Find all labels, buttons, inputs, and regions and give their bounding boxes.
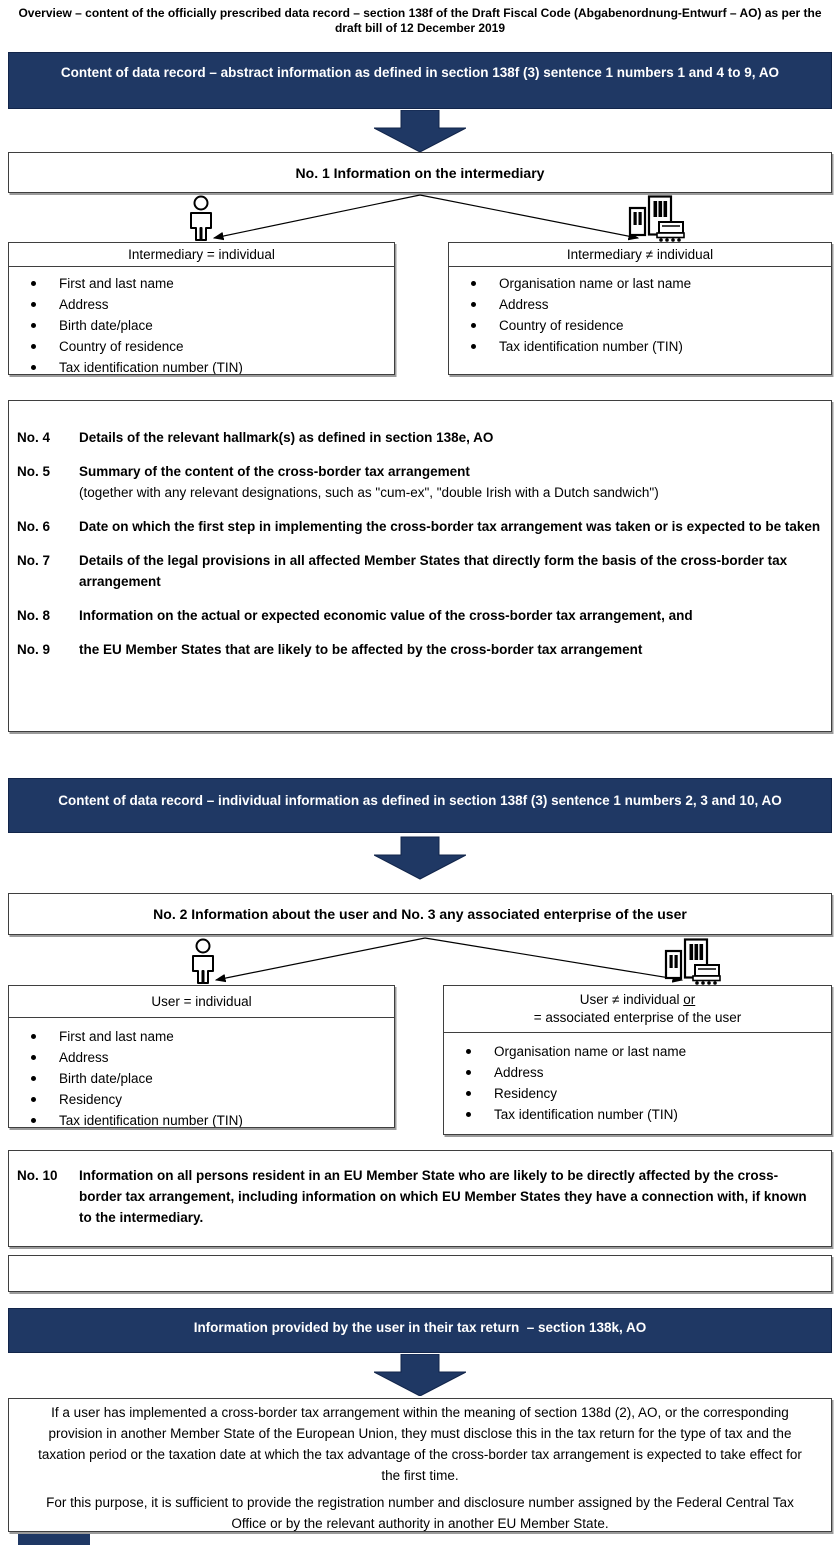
- bullet-dot: [466, 1112, 471, 1117]
- box-header: Intermediary ≠ individual: [449, 243, 831, 267]
- bullet-dot: [31, 344, 36, 349]
- numbered-item: No. 4 Details of the relevant hallmark(s) as defined in section 138e, AO: [17, 430, 494, 445]
- organisation-icon: [628, 195, 685, 242]
- person-icon: [186, 938, 220, 985]
- box-header: User = individual: [9, 986, 394, 1018]
- list-item: First and last name: [9, 1026, 394, 1047]
- box-no2-no3-user: No. 2 Information about the user and No. 3 any associated enterprise of the user: [8, 893, 832, 935]
- numbered-item-note: (together with any relevant designations, such as "cum-ex", "double Irish with a Dutch sandwich"): [79, 485, 659, 500]
- numbered-list: [9, 401, 831, 660]
- bullet-dot: [31, 1034, 36, 1039]
- section-header-tax-return: Information provided by the user in their tax return – section 138k, AO: [8, 1308, 832, 1353]
- bullet-list: [444, 1033, 831, 1125]
- list-item: Country of residence: [449, 315, 831, 336]
- organisation-icon: [664, 938, 721, 985]
- bullet-dot: [31, 1076, 36, 1081]
- bullet-dot: [466, 1070, 471, 1075]
- box-numbered-items: [8, 400, 832, 732]
- list-item: Birth date/place: [9, 315, 394, 336]
- box-header-line1: User ≠ individual or: [579, 992, 696, 1007]
- box-intermediary-not-individual: [448, 242, 832, 375]
- paragraph: If a user has implemented a cross-border tax arrangement within the meaning of section 138d (2), AO, or the corresponding provision in another Member State of the European Union, they must disclose this in the tax return for the type of tax and the taxation period or the taxation date at which the tax advantage of the cross-border tax arrangement is expected to take effect for the first time.: [38, 1405, 802, 1483]
- bullet-dot: [466, 1091, 471, 1096]
- section-header-individual: Content of data record – individual information as defined in section 138f (3) sentence 1 numbers 2, 3 and 10, AO: [8, 778, 832, 833]
- box-no1-intermediary: No. 1 Information on the intermediary: [8, 152, 832, 193]
- down-arrow-icon: [374, 1354, 466, 1396]
- box-header: Intermediary = individual: [9, 243, 394, 267]
- person-icon: [184, 195, 218, 242]
- bullet-list: [9, 267, 394, 375]
- box-user-individual: [8, 985, 395, 1128]
- bullet-dot: [471, 323, 476, 328]
- list-item: Tax identification number (TIN): [9, 1110, 394, 1128]
- numbered-item: No. 8 Information on the actual or expected economic value of the cross-border tax arrangement, and: [17, 608, 693, 623]
- empty-spacer-box: [8, 1255, 832, 1292]
- connector-arrows-intermediary: [0, 193, 840, 243]
- list-item: First and last name: [9, 273, 394, 294]
- list-item: Residency: [9, 1089, 394, 1110]
- list-item: Address: [444, 1062, 831, 1083]
- numbered-item: No. 9 the EU Member States that are likely to be affected by the cross-border tax arrangement: [17, 642, 643, 657]
- list-item: Birth date/place: [9, 1068, 394, 1089]
- numbered-item: No. 10 Information on all persons resident in an EU Member State who are likely to be directly affected by the cross-border tax arrangement, including information on which EU Member States they have a connection with, if known to the intermediary.: [17, 1168, 807, 1225]
- bullet-dot: [471, 281, 476, 286]
- down-arrow-icon: [374, 110, 466, 152]
- list-item: Organisation name or last name: [444, 1041, 831, 1062]
- bullet-dot: [31, 1055, 36, 1060]
- list-item: Tax identification number (TIN): [9, 357, 394, 375]
- bullet-list: [9, 1018, 394, 1128]
- list-item: Residency: [444, 1083, 831, 1104]
- numbered-item: No. 5 Summary of the content of the cross-border tax arrangement (together with any relevant designations, such as "cum-ex", "double Irish with a Dutch sandwich"): [17, 461, 821, 503]
- numbered-item: No. 6 Date on which the first step in implementing the cross-border tax arrangement was taken or is expected to be taken: [17, 519, 821, 534]
- box-header: [444, 986, 831, 1033]
- list-item: Tax identification number (TIN): [444, 1104, 831, 1125]
- cropped-section-bar: [18, 1534, 90, 1545]
- bullet-dot: [471, 344, 476, 349]
- box-tax-return-explanation: [8, 1398, 832, 1532]
- list-item: Address: [449, 294, 831, 315]
- section-header-abstract: Content of data record – abstract information as defined in section 138f (3) sentence 1 numbers 1 and 4 to 9, AO: [8, 52, 832, 109]
- numbered-item: No. 7 Details of the legal provisions in all affected Member States that directly form the basis of the cross-border tax arrangement: [17, 553, 788, 589]
- bullet-dot: [31, 323, 36, 328]
- bullet-dot: [31, 302, 36, 307]
- box-intermediary-individual: [8, 242, 395, 375]
- paragraph: For this purpose, it is sufficient to provide the registration number and disclosure number assigned by the Federal Central Tax Office or by the relevant authority in another EU Member State.: [46, 1495, 794, 1531]
- list-item: Address: [9, 294, 394, 315]
- bullet-dot: [31, 1118, 36, 1123]
- bullet-dot: [466, 1049, 471, 1054]
- bullet-dot: [31, 281, 36, 286]
- underlined-or: or: [683, 992, 696, 1007]
- bullet-dot: [471, 302, 476, 307]
- box-header-line2: = associated enterprise of the user: [533, 1010, 742, 1025]
- list-item: Tax identification number (TIN): [449, 336, 831, 357]
- list-item: Country of residence: [9, 336, 394, 357]
- bullet-dot: [31, 365, 36, 370]
- box-no10: [8, 1150, 832, 1247]
- bullet-dot: [31, 1097, 36, 1102]
- box-user-not-individual: [443, 985, 832, 1135]
- list-item: Organisation name or last name: [449, 273, 831, 294]
- down-arrow-icon: [374, 836, 466, 880]
- page-title: Overview – content of the officially prescribed data record – section 138f of the Draft Fiscal Code (Abgabenordnung-Entwurf – AO) as per the draft bill of 12 December 2019: [18, 6, 822, 35]
- bullet-list: [449, 267, 831, 357]
- list-item: Address: [9, 1047, 394, 1068]
